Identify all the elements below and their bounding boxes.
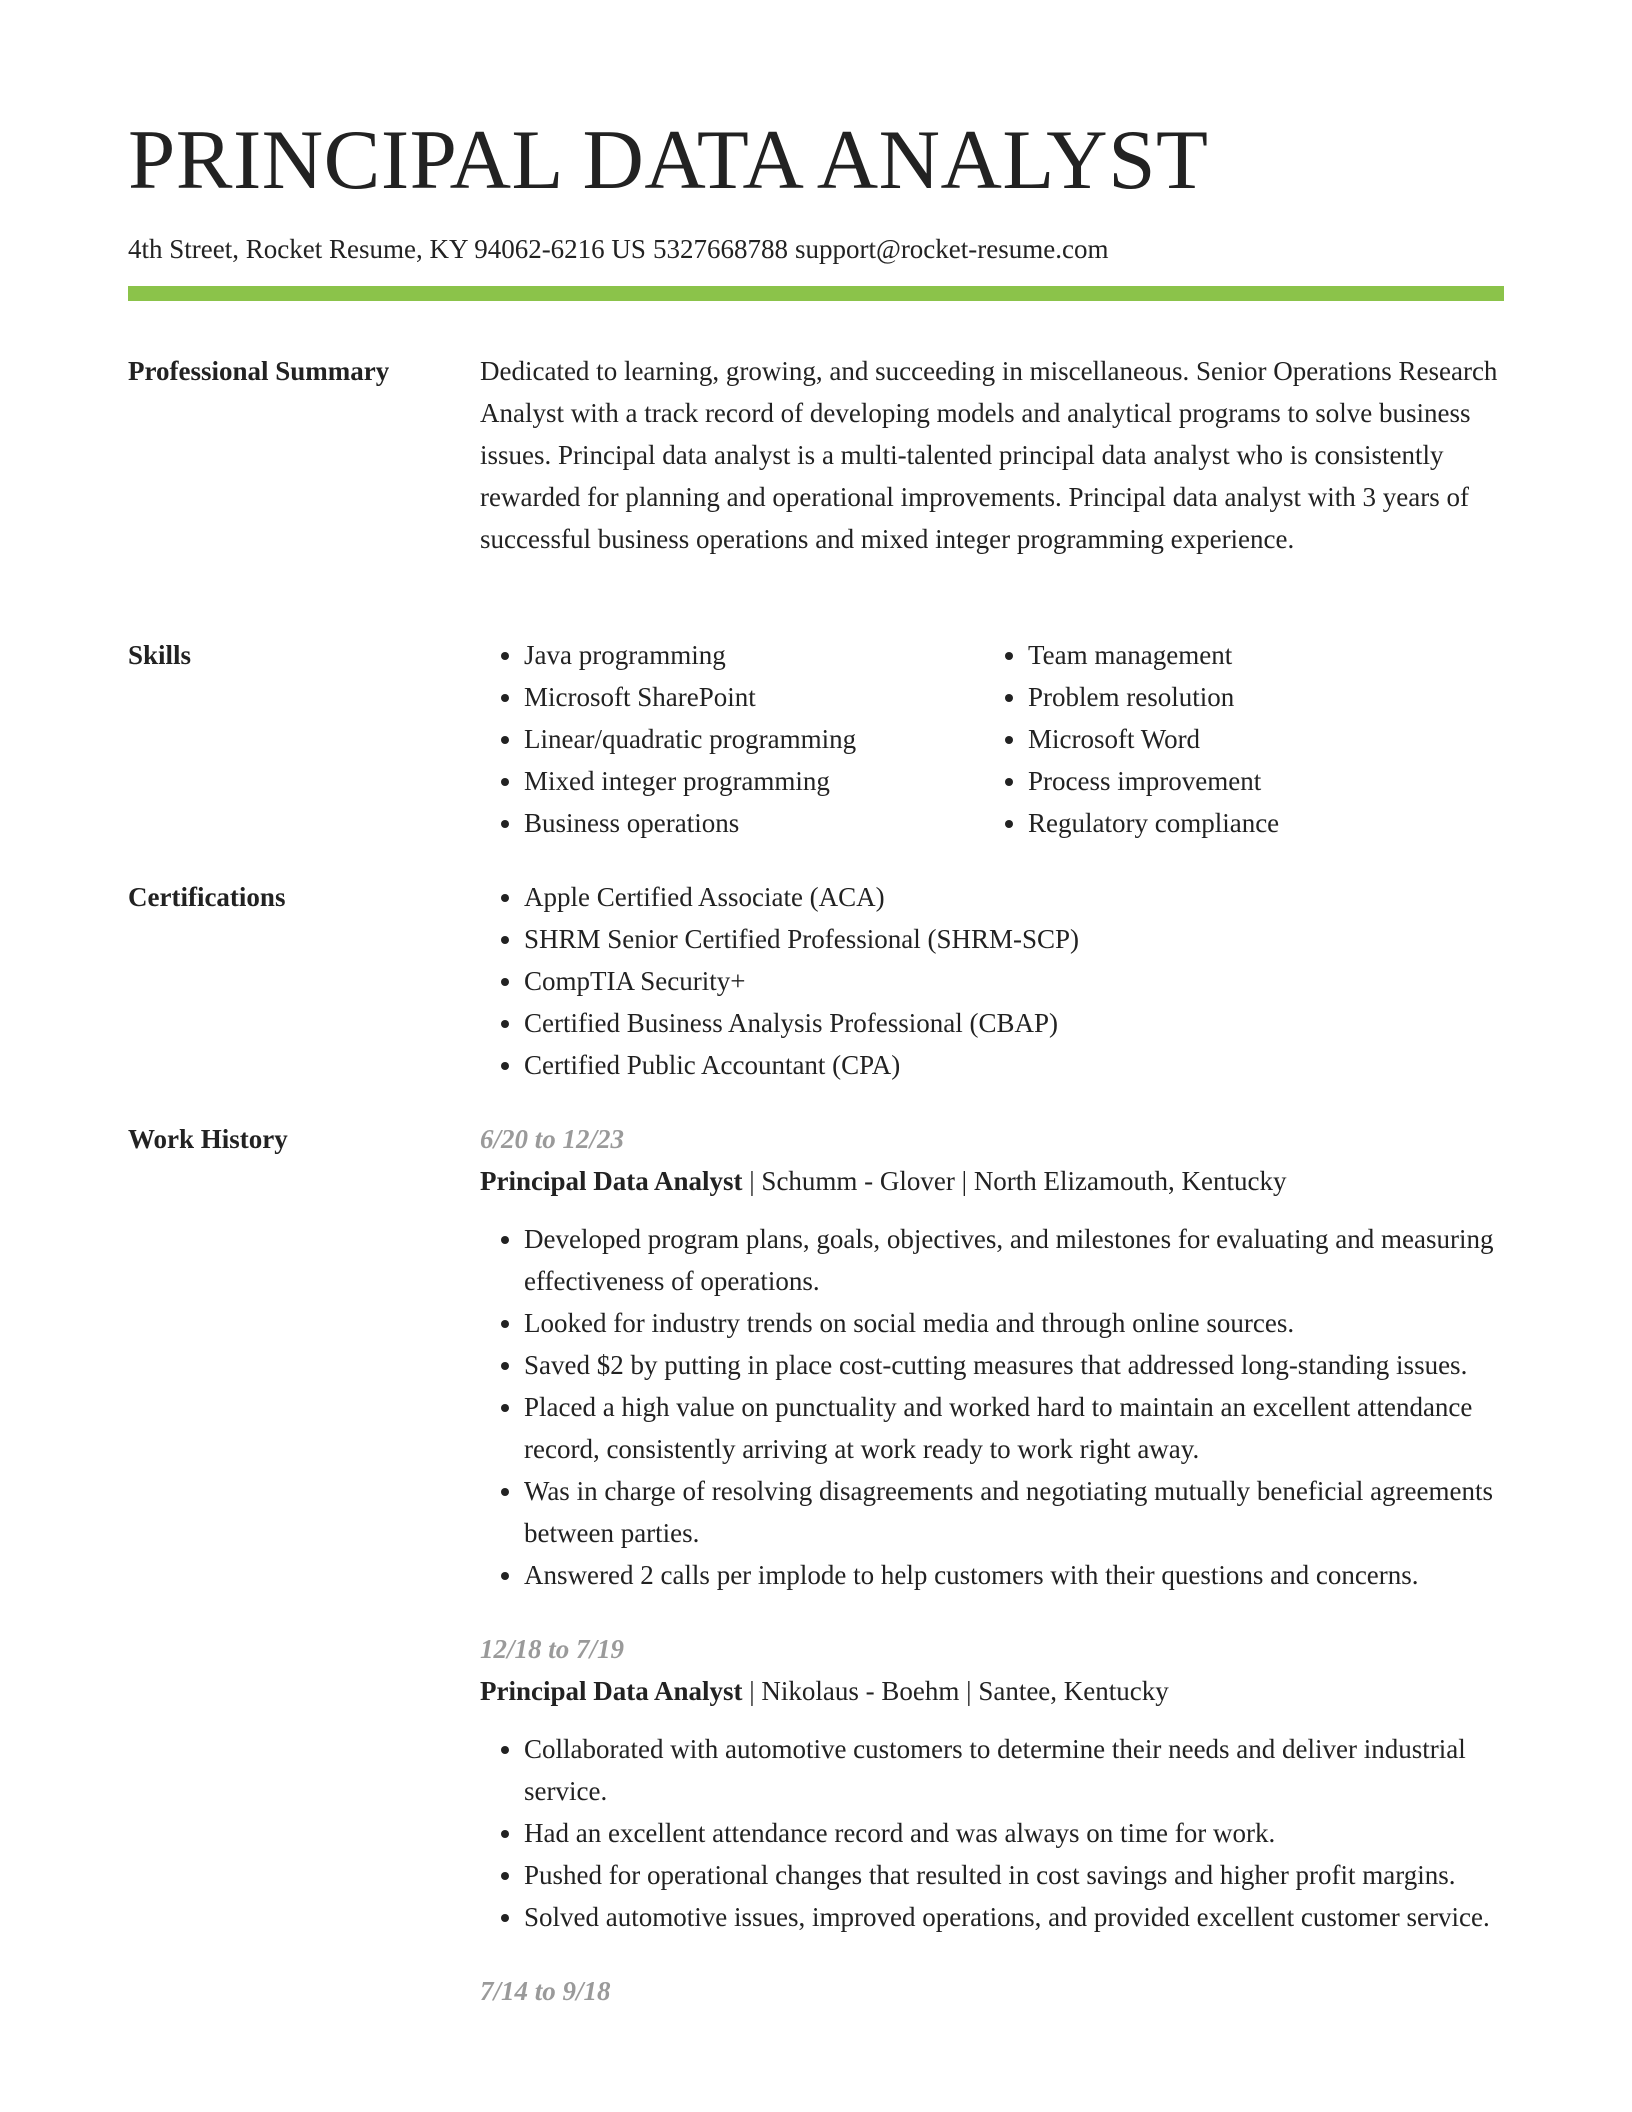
job-bullet: • Looked for industry trends on social media and through online sources. <box>524 1302 1504 1344</box>
skill-item: • Problem resolution <box>1028 676 1488 718</box>
job-location: North Elizamouth, Kentucky <box>973 1166 1287 1196</box>
job-bullet: • Answered 2 calls per implode to help customers with their questions and concerns. <box>524 1554 1504 1596</box>
job-entry <box>480 1118 1504 1596</box>
certifications-body <box>480 876 1504 1086</box>
job-entry <box>480 1628 1504 1938</box>
contact-line <box>128 232 1108 266</box>
job-company: Nikolaus - Boehm <box>761 1676 960 1706</box>
certifications-label: Certifications <box>128 882 286 912</box>
skills-column-2 <box>984 634 1488 844</box>
job-header <box>480 1160 1504 1202</box>
job-location: Santee, Kentucky <box>978 1676 1169 1706</box>
accent-divider <box>128 286 1504 301</box>
certification-item: • Apple Certified Associate (ACA) <box>524 876 1504 918</box>
contact-email: support@rocket-resume.com <box>794 234 1109 264</box>
resume-name-heading: PRINCIPAL DATA ANALYST <box>128 113 1209 207</box>
job-bullets <box>480 1218 1504 1596</box>
skills-label: Skills <box>128 640 192 670</box>
contact-phone: 5327668788 <box>652 234 788 264</box>
skill-item: • Regulatory compliance <box>1028 802 1488 844</box>
skills-column-1 <box>480 634 984 844</box>
job-header <box>480 1670 1504 1712</box>
work-history-body <box>480 1118 1504 2044</box>
skill-item: • Business operations <box>524 802 984 844</box>
separator: | <box>966 1676 972 1706</box>
separator: | <box>749 1166 755 1196</box>
certification-item: • CompTIA Security+ <box>524 960 1504 1002</box>
job-dates: 6/20 to 12/23 <box>480 1124 625 1154</box>
job-company: Schumm - Glover <box>761 1166 955 1196</box>
skill-item: • Microsoft Word <box>1028 718 1488 760</box>
summary-text: Dedicated to learning, growing, and succeeding in miscellaneous. Senior Operations Research Analyst with a track record of developing models and analytical programs to solve business issues. Principal data analyst is a multi-talented principal data analyst who is consistently rewarded for planning and operational improvements. Principal data analyst with 3 years of successful business operations and mixed integer programming experience. <box>480 356 1498 554</box>
job-dates: 7/14 to 9/18 <box>480 1976 611 2006</box>
certifications-list <box>480 876 1504 1086</box>
job-bullet: • Solved automotive issues, improved operations, and provided excellent customer service. <box>524 1896 1504 1938</box>
job-dates: 12/18 to 7/19 <box>480 1634 625 1664</box>
job-bullet: • Pushed for operational changes that resulted in cost savings and higher profit margins. <box>524 1854 1504 1896</box>
job-title: Principal Data Analyst <box>480 1166 743 1196</box>
contact-address: 4th Street, Rocket Resume, KY 94062-6216 US <box>128 234 646 264</box>
skill-item: • Process improvement <box>1028 760 1488 802</box>
job-bullet: • Placed a high value on punctuality and worked hard to maintain an excellent attendance record, consistently arriving at work ready to work right away. <box>524 1386 1504 1470</box>
certification-item: • SHRM Senior Certified Professional (SHRM-SCP) <box>524 918 1504 960</box>
certification-item: • Certified Public Accountant (CPA) <box>524 1044 1504 1086</box>
job-bullet: • Had an excellent attendance record and was always on time for work. <box>524 1812 1504 1854</box>
job-bullet: • Developed program plans, goals, objectives, and milestones for evaluating and measuring effectiveness of operations. <box>524 1218 1504 1302</box>
job-bullet: • Collaborated with automotive customers to determine their needs and deliver industrial service. <box>524 1728 1504 1812</box>
separator: | <box>749 1676 755 1706</box>
separator: | <box>961 1166 968 1196</box>
skill-item: • Microsoft SharePoint <box>524 676 984 718</box>
certification-item: • Certified Business Analysis Professional (CBAP) <box>524 1002 1504 1044</box>
job-bullet: • Saved $2 by putting in place cost-cutting measures that addressed long-standing issues. <box>524 1344 1504 1386</box>
skill-item: • Java programming <box>524 634 984 676</box>
skill-item: • Linear/quadratic programming <box>524 718 984 760</box>
job-title: Principal Data Analyst <box>480 1676 743 1706</box>
summary-body <box>480 350 1504 560</box>
job-bullet: • Was in charge of resolving disagreements and negotiating mutually beneficial agreements between parties. <box>524 1470 1504 1554</box>
skill-item: • Mixed integer programming <box>524 760 984 802</box>
skill-item: • Team management <box>1028 634 1488 676</box>
summary-label: Professional Summary <box>128 356 390 386</box>
job-bullets <box>480 1728 1504 1938</box>
skills-body <box>480 634 1504 844</box>
job-entry <box>480 1970 1504 2012</box>
work-history-label: Work History <box>128 1124 288 1154</box>
